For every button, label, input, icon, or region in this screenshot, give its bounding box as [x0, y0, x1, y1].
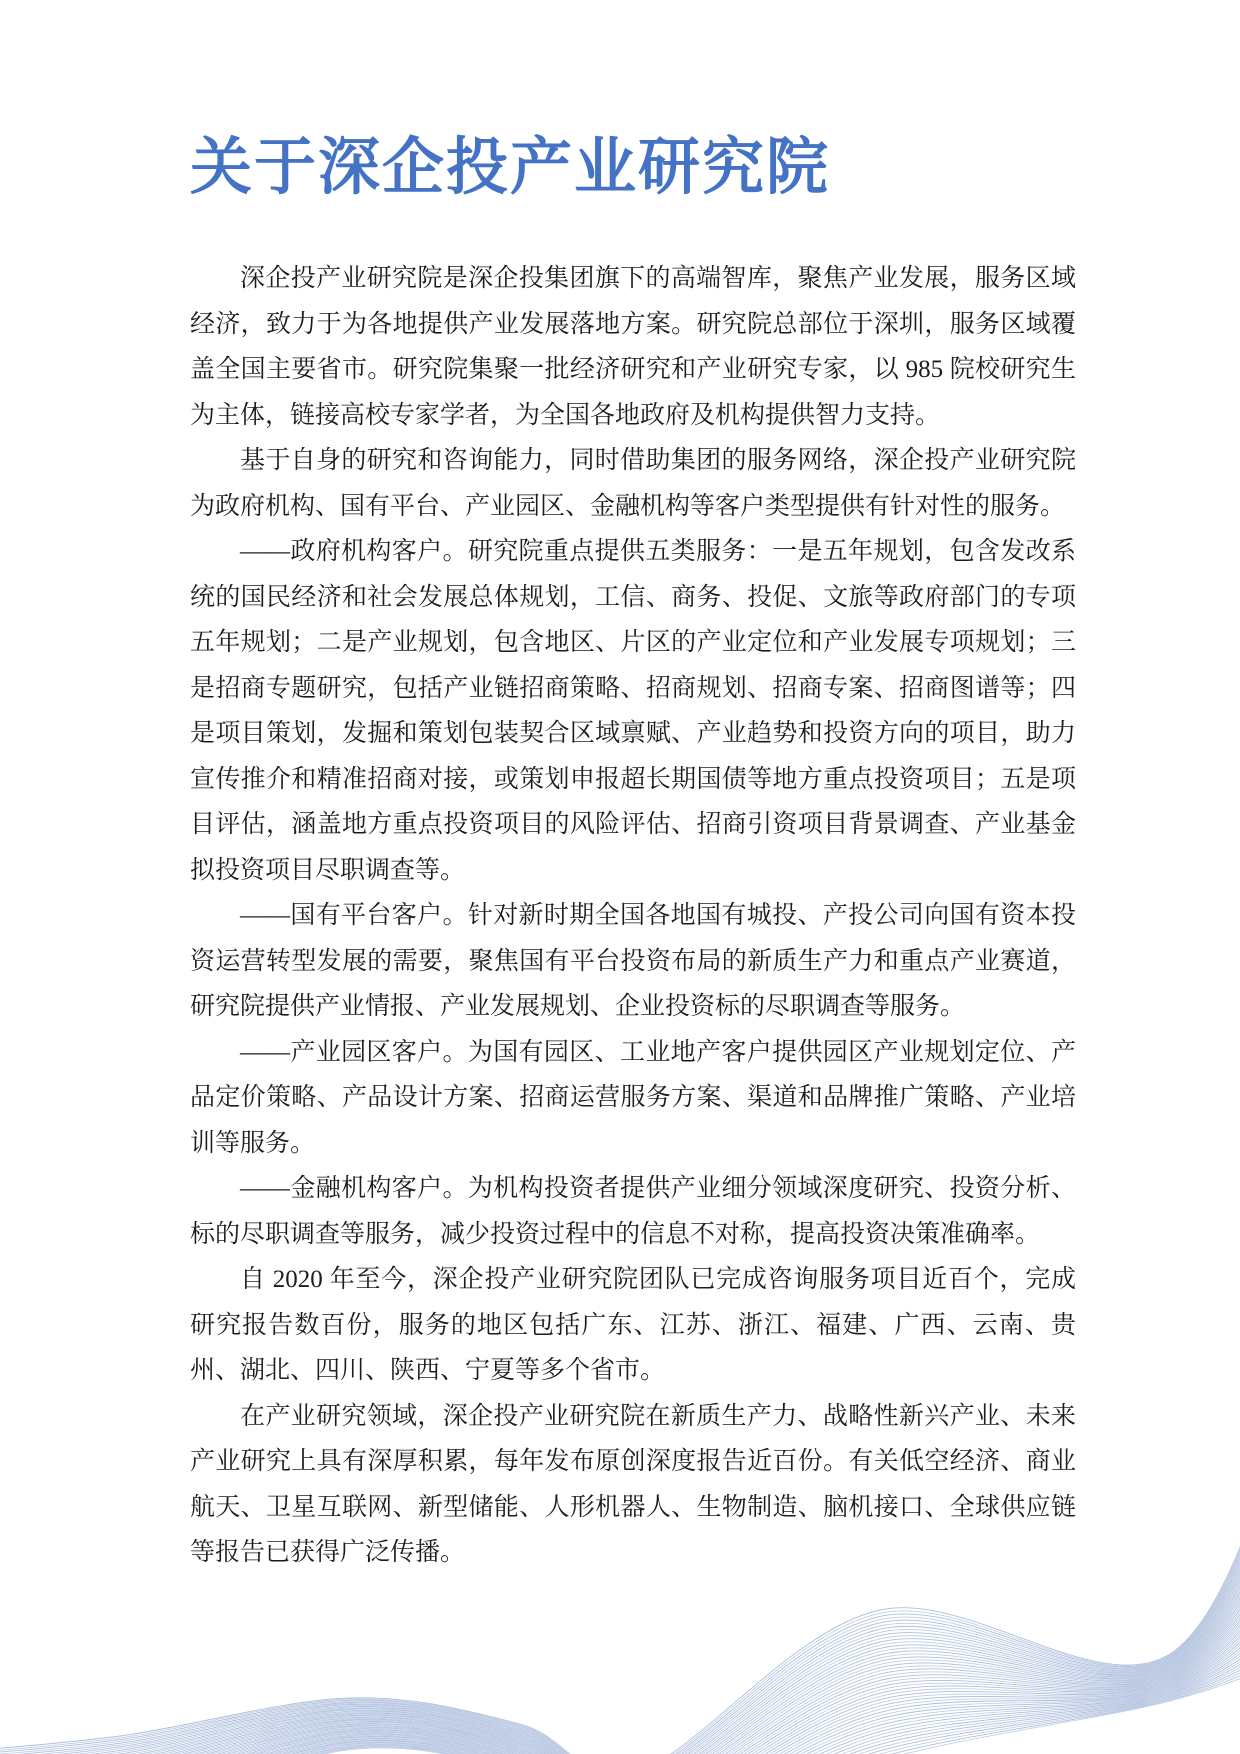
body-paragraph: 在产业研究领域，深企投产业研究院在新质生产力、战略性新兴产业、未来产业研究上具有深厚积累，每年发布原创深度报告近百份。有关低空经济、商业航天、卫星互联网、新型储能、人形机器人、生物制造、脑机接口、全球供应链等报告已获得广泛传播。	[190, 1402, 1076, 1566]
document-body	[190, 256, 1076, 1576]
body-paragraph: 自 2020 年至今，深企投产业研究院团队已完成咨询服务项目近百个，完成研究报告数百份，服务的地区包括广东、江苏、浙江、福建、广西、云南、贵州、湖北、四川、陕西、宁夏等多个省市。	[190, 1266, 1076, 1384]
body-paragraph: ——国有平台客户。针对新时期全国各地国有城投、产投公司向国有资本投资运营转型发展的需要，聚焦国有平台投资布局的新质生产力和重点产业赛道，研究院提供产业情报、产业发展规划、企业投资标的尽职调查等服务。	[190, 902, 1076, 1020]
body-paragraph: ——金融机构客户。为机构投资者提供产业细分领域深度研究、投资分析、标的尽职调查等服务，减少投资过程中的信息不对称，提高投资决策准确率。	[190, 1175, 1076, 1248]
body-paragraph: ——政府机构客户。研究院重点提供五类服务：一是五年规划，包含发改系统的国民经济和社会发展总体规划，工信、商务、投促、文旅等政府部门的专项五年规划；二是产业规划，包含地区、片区的产业定位和产业发展专项规划；三是招商专题研究，包括产业链招商策略、招商规划、招商专案、招商图谱等；四是项目策划，发掘和策划包装契合区域禀赋、产业趋势和投资方向的项目，助力宣传推介和精准招商对接，或策划申报超长期国债等地方重点投资项目；五是项目评估，涵盖地方重点投资项目的风险评估、招商引资项目背景调查、产业基金拟投资项目尽职调查等。	[190, 538, 1076, 884]
body-paragraph: 基于自身的研究和咨询能力，同时借助集团的服务网络，深企投产业研究院为政府机构、国有平台、产业园区、金融机构等客户类型提供有针对性的服务。	[190, 447, 1076, 520]
page-title: 关于深企投产业研究院	[190, 133, 831, 202]
body-paragraph: 深企投产业研究院是深企投集团旗下的高端智库，聚焦产业发展，服务区域经济，致力于为各地提供产业发展落地方案。研究院总部位于深圳，服务区域覆盖全国主要省市。研究院集聚一批经济研究和产业研究专家，以 985 院校研究生为主体，链接高校专家学者，为全国各地政府及机构提供智力支持。	[190, 265, 1076, 429]
body-paragraph: ——产业园区客户。为国有园区、工业地产客户提供园区产业规划定位、产品定价策略、产品设计方案、招商运营服务方案、渠道和品牌推广策略、产业培训等服务。	[190, 1038, 1076, 1157]
